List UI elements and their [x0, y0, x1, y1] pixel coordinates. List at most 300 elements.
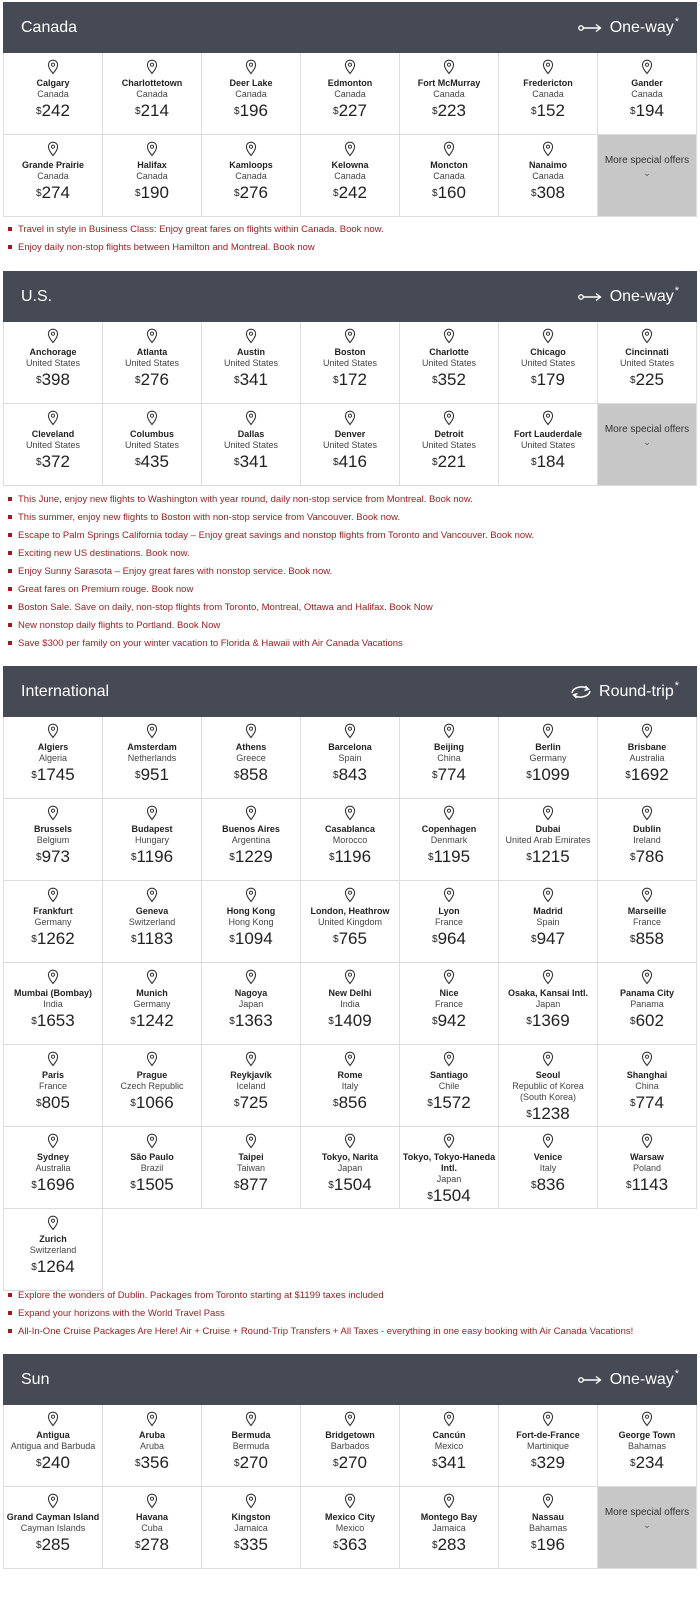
destination-city: Barcelona: [328, 742, 372, 752]
price-amount: 184: [536, 452, 565, 471]
destination-country: Republic of Korea (South Korea): [512, 1081, 584, 1102]
destination-card[interactable]: [4, 135, 103, 217]
destination-card[interactable]: [400, 53, 499, 135]
destination-card[interactable]: [103, 1045, 202, 1127]
destination-card[interactable]: [103, 1405, 202, 1487]
destination-country: Greece: [236, 753, 266, 763]
destination-country: Canada: [433, 89, 465, 99]
location-pin-icon: [443, 328, 455, 344]
destination-price: [432, 1011, 466, 1031]
destination-card[interactable]: [301, 1127, 400, 1209]
section-canada: [3, 2, 697, 217]
price-amount: 1653: [36, 1011, 75, 1030]
destination-card[interactable]: [301, 717, 400, 799]
location-pin-icon: [443, 1493, 455, 1509]
currency-symbol: $: [630, 1098, 636, 1109]
currency-symbol: $: [432, 188, 438, 199]
more-special-offers-button[interactable]: [598, 1487, 697, 1569]
destination-card[interactable]: [4, 1487, 103, 1569]
destination-card[interactable]: [499, 53, 598, 135]
destination-card[interactable]: [499, 1405, 598, 1487]
promo-link[interactable]: [8, 1286, 688, 1304]
destination-price: [333, 1453, 367, 1473]
price-amount: 242: [338, 183, 367, 202]
destination-price: [36, 1093, 70, 1113]
destination-price: [234, 101, 268, 121]
destination-card[interactable]: [103, 1127, 202, 1209]
more-special-offers-button[interactable]: [598, 135, 697, 217]
destination-city: Calgary: [36, 78, 70, 88]
destination-city: Denver: [334, 429, 366, 439]
destination-price: [630, 101, 664, 121]
destination-card[interactable]: [400, 1405, 499, 1487]
promo-link[interactable]: [8, 220, 688, 238]
destination-card[interactable]: [202, 1127, 301, 1209]
currency-symbol: $: [432, 1540, 438, 1551]
destination-card[interactable]: [4, 717, 103, 799]
currency-symbol: $: [526, 1016, 532, 1027]
destination-country: France: [632, 917, 661, 927]
destination-price: [36, 1535, 70, 1555]
destination-price: [130, 1093, 173, 1113]
promo-link[interactable]: [8, 526, 688, 544]
destination-city: Budapest: [131, 824, 173, 834]
destination-card[interactable]: [400, 1487, 499, 1569]
destination-country: India: [43, 999, 63, 1009]
one-way-arrow-icon: [578, 22, 610, 34]
destination-card[interactable]: [598, 1127, 697, 1209]
currency-symbol: $: [333, 188, 339, 199]
destination-card[interactable]: [598, 53, 697, 135]
destination-city: Moncton: [430, 160, 468, 170]
destination-price: [135, 1453, 169, 1473]
destination-card[interactable]: [202, 963, 301, 1045]
destination-country: Switzerland: [29, 1245, 77, 1255]
bullet-icon: [8, 515, 12, 519]
bullet-icon: [8, 245, 12, 249]
currency-symbol: $: [531, 188, 537, 199]
destination-country: Bahamas: [528, 1523, 568, 1533]
currency-symbol: $: [36, 1458, 42, 1469]
destination-price: [234, 183, 268, 203]
destination-card[interactable]: [202, 1405, 301, 1487]
destination-card[interactable]: [301, 322, 400, 404]
price-amount: 973: [41, 847, 70, 866]
promo-text: This June, enjoy new flights to Washington with year round, daily non-stop service from Montreal. Book now.: [18, 493, 473, 505]
price-amount: 179: [536, 370, 565, 389]
destination-price: [135, 101, 169, 121]
destination-city: Kingston: [231, 1512, 271, 1522]
destination-city: Atlanta: [136, 347, 168, 357]
destination-price: [328, 1011, 371, 1031]
destination-city: Marseille: [627, 906, 667, 916]
destination-country: United States: [124, 358, 180, 368]
destination-city: Bridgetown: [325, 1430, 375, 1440]
promo-text: Travel in style in Business Class: Enjoy great fares on flights within Canada. Book now.: [18, 223, 384, 235]
destination-card[interactable]: [598, 963, 697, 1045]
more-offers-label: More special offers: [604, 424, 690, 435]
destination-card[interactable]: [499, 1127, 598, 1209]
destination-card[interactable]: [499, 717, 598, 799]
price-amount: 270: [239, 1453, 268, 1472]
destination-card[interactable]: [202, 881, 301, 963]
destination-card[interactable]: [499, 1045, 598, 1127]
destination-price: [427, 1093, 470, 1113]
currency-symbol: $: [625, 770, 631, 781]
currency-symbol: $: [432, 934, 438, 945]
currency-symbol: $: [432, 770, 438, 781]
destination-city: Havana: [135, 1512, 169, 1522]
destination-price: [36, 370, 70, 390]
destination-card[interactable]: [103, 963, 202, 1045]
destination-city: Nanaimo: [528, 160, 567, 170]
promo-link[interactable]: [8, 1322, 688, 1340]
destination-card[interactable]: [301, 1487, 400, 1569]
location-pin-icon: [146, 410, 158, 426]
location-pin-icon: [344, 141, 356, 157]
destination-price: [328, 1175, 371, 1195]
destination-card[interactable]: [202, 404, 301, 486]
price-amount: 356: [140, 1453, 169, 1472]
destination-city: Aruba: [138, 1430, 165, 1440]
destination-country: Martinique: [526, 1441, 570, 1451]
price-amount: 225: [635, 370, 664, 389]
destination-price: [630, 847, 664, 867]
promo-text: This summer, enjoy new flights to Boston with non-stop service from Vancouver. Book now.: [18, 511, 401, 523]
location-pin-icon: [47, 723, 59, 739]
destination-card[interactable]: [598, 881, 697, 963]
location-pin-icon: [47, 141, 59, 157]
destination-card[interactable]: [499, 1487, 598, 1569]
location-pin-icon: [542, 723, 554, 739]
price-amount: 725: [239, 1093, 268, 1112]
location-pin-icon: [443, 969, 455, 985]
destination-price: [229, 847, 272, 867]
destination-city: Beijing: [433, 742, 464, 752]
promo-link[interactable]: [8, 1304, 688, 1322]
promo-text: Expand your horizons with the World Travel Pass: [18, 1307, 225, 1319]
currency-symbol: $: [531, 1540, 537, 1551]
currency-symbol: $: [229, 852, 235, 863]
destination-price: [630, 1453, 664, 1473]
destination-card[interactable]: [4, 1045, 103, 1127]
currency-symbol: $: [630, 1016, 636, 1027]
destination-card[interactable]: [400, 1127, 499, 1209]
section-international: [3, 666, 697, 1291]
price-amount: 858: [635, 929, 664, 948]
destination-country: United States: [322, 440, 378, 450]
destination-card[interactable]: [4, 1127, 103, 1209]
destination-city: Taipei: [238, 1152, 264, 1162]
price-amount: 223: [437, 101, 466, 120]
location-pin-icon: [146, 969, 158, 985]
destination-city: Brussels: [33, 824, 73, 834]
destination-price: [234, 765, 268, 785]
destination-city: Halifax: [137, 160, 167, 170]
destination-city: Anchorage: [29, 347, 77, 357]
price-amount: 765: [338, 929, 367, 948]
price-amount: 341: [239, 452, 268, 471]
destination-city: Casablanca: [324, 824, 376, 834]
destination-card[interactable]: [202, 135, 301, 217]
destination-card[interactable]: [103, 53, 202, 135]
destination-card[interactable]: [499, 963, 598, 1045]
destination-grid: [3, 717, 697, 1291]
section-us: [3, 271, 697, 486]
location-pin-icon: [542, 59, 554, 75]
destination-price: [131, 929, 173, 949]
destination-card[interactable]: [103, 135, 202, 217]
destination-city: Gander: [631, 78, 663, 88]
trip-type-label: [578, 15, 679, 37]
currency-symbol: $: [531, 375, 537, 386]
location-pin-icon: [443, 410, 455, 426]
destination-city: Austin: [237, 347, 265, 357]
currency-symbol: $: [432, 1458, 438, 1469]
price-amount: 341: [239, 370, 268, 389]
location-pin-icon: [245, 141, 257, 157]
currency-symbol: $: [31, 770, 37, 781]
location-pin-icon: [344, 723, 356, 739]
price-amount: 786: [635, 847, 664, 866]
destination-card[interactable]: [103, 322, 202, 404]
destination-country: Canada: [235, 171, 267, 181]
promo-link[interactable]: [8, 544, 688, 562]
destination-city: Lyon: [438, 906, 460, 916]
price-amount: 398: [41, 370, 70, 389]
bullet-icon: [8, 569, 12, 573]
destination-card[interactable]: [301, 1045, 400, 1127]
promo-text: Save $300 per family on your winter vacation to Florida & Hawaii with Air Canada Vacations: [18, 637, 403, 649]
destination-card[interactable]: [400, 881, 499, 963]
location-pin-icon: [443, 887, 455, 903]
promo-link[interactable]: [8, 634, 688, 652]
price-amount: 160: [437, 183, 466, 202]
currency-symbol: $: [432, 106, 438, 117]
location-pin-icon: [47, 805, 59, 821]
bullet-icon: [8, 497, 12, 501]
destination-price: [31, 765, 74, 785]
destination-city: Charlottetown: [121, 78, 183, 88]
bullet-icon: [8, 533, 12, 537]
location-pin-icon: [641, 1411, 653, 1427]
destination-price: [531, 1453, 565, 1473]
destination-city: Seoul: [535, 1070, 561, 1080]
destination-card[interactable]: [400, 135, 499, 217]
price-amount: 1369: [531, 1011, 570, 1030]
location-pin-icon: [344, 1493, 356, 1509]
currency-symbol: $: [229, 1016, 235, 1027]
promo-link[interactable]: [8, 616, 688, 634]
promo-link[interactable]: [8, 238, 688, 256]
destination-city: São Paulo: [130, 1152, 174, 1162]
location-pin-icon: [47, 328, 59, 344]
destination-country: Japan: [337, 1163, 363, 1173]
location-pin-icon: [146, 1133, 158, 1149]
destination-card[interactable]: [400, 799, 499, 881]
currency-symbol: $: [31, 1262, 37, 1273]
price-amount: 172: [338, 370, 367, 389]
promo-link[interactable]: [8, 490, 688, 508]
destination-price: [36, 452, 70, 472]
price-amount: 1238: [531, 1104, 570, 1123]
section-title: U.S.: [21, 287, 53, 305]
location-pin-icon: [542, 410, 554, 426]
promo-link[interactable]: [8, 580, 688, 598]
location-pin-icon: [245, 59, 257, 75]
promo-text: Enjoy daily non-stop flights between Hamilton and Montreal. Book now: [18, 241, 315, 253]
destination-card[interactable]: [598, 799, 697, 881]
bullet-icon: [8, 1329, 12, 1333]
destination-price: [531, 183, 565, 203]
location-pin-icon: [542, 1493, 554, 1509]
destination-card[interactable]: [202, 717, 301, 799]
currency-symbol: $: [333, 1458, 339, 1469]
destination-card[interactable]: [202, 799, 301, 881]
price-amount: 1572: [432, 1093, 471, 1112]
currency-symbol: $: [432, 375, 438, 386]
trip-type-label: [578, 284, 679, 306]
destination-price: [36, 847, 70, 867]
destination-price: [131, 847, 173, 867]
destination-card[interactable]: [499, 799, 598, 881]
destination-card[interactable]: [499, 322, 598, 404]
destination-country: Canada: [334, 89, 366, 99]
price-amount: 1229: [234, 847, 273, 866]
destination-card[interactable]: [202, 322, 301, 404]
destination-card[interactable]: [4, 1209, 103, 1291]
currency-symbol: $: [36, 375, 42, 386]
destination-card[interactable]: [598, 1405, 697, 1487]
location-pin-icon: [47, 1215, 59, 1231]
destination-card[interactable]: [301, 404, 400, 486]
destination-city: Frankfurt: [33, 906, 73, 916]
destination-card[interactable]: [4, 963, 103, 1045]
destination-city: Reykjavík: [230, 1070, 272, 1080]
location-pin-icon: [47, 1133, 59, 1149]
location-pin-icon: [542, 969, 554, 985]
price-amount: 1504: [333, 1175, 372, 1194]
destination-card[interactable]: [4, 322, 103, 404]
fare-asterisk: *: [674, 679, 679, 692]
destination-grid: [3, 322, 697, 486]
destination-city: Mumbai (Bombay): [13, 988, 92, 998]
location-pin-icon: [245, 723, 257, 739]
destination-card[interactable]: [499, 404, 598, 486]
price-amount: 372: [41, 452, 70, 471]
destination-country: Canada: [532, 171, 564, 181]
price-amount: 1066: [135, 1093, 174, 1112]
destination-price: [234, 1175, 268, 1195]
destination-price: [531, 452, 565, 472]
location-pin-icon: [47, 1411, 59, 1427]
price-amount: 152: [536, 101, 565, 120]
price-amount: 1094: [234, 929, 273, 948]
destination-card[interactable]: [301, 1405, 400, 1487]
destination-city: Bermuda: [231, 1430, 271, 1440]
promo-link[interactable]: [8, 562, 688, 580]
destination-price: [427, 1186, 470, 1206]
location-pin-icon: [344, 1411, 356, 1427]
destination-country: United States: [520, 440, 576, 450]
destination-card[interactable]: [103, 1487, 202, 1569]
destination-card[interactable]: [301, 963, 400, 1045]
destination-card[interactable]: [4, 799, 103, 881]
destination-card[interactable]: [400, 1045, 499, 1127]
price-amount: 329: [536, 1453, 565, 1472]
location-pin-icon: [641, 805, 653, 821]
destination-card[interactable]: [400, 404, 499, 486]
destination-card[interactable]: [301, 53, 400, 135]
destination-country: Germany: [133, 999, 171, 1009]
destination-card[interactable]: [4, 1405, 103, 1487]
destination-card[interactable]: [598, 1045, 697, 1127]
destination-card[interactable]: [400, 717, 499, 799]
destination-card[interactable]: [301, 135, 400, 217]
destination-card[interactable]: [499, 881, 598, 963]
destination-card[interactable]: [4, 881, 103, 963]
destination-card[interactable]: [4, 53, 103, 135]
bullet-icon: [8, 1311, 12, 1315]
destination-card[interactable]: [400, 322, 499, 404]
destination-card[interactable]: [301, 799, 400, 881]
trip-type-text: One-way: [609, 18, 674, 36]
destination-price: [630, 1011, 664, 1031]
promo-text: New nonstop daily flights to Portland. Book Now: [18, 619, 221, 631]
currency-symbol: $: [31, 934, 37, 945]
destination-city: Mexico City: [324, 1512, 375, 1522]
location-pin-icon: [443, 723, 455, 739]
location-pin-icon: [146, 887, 158, 903]
destination-card[interactable]: [103, 881, 202, 963]
location-pin-icon: [443, 805, 455, 821]
destination-card[interactable]: [400, 963, 499, 1045]
more-special-offers-button[interactable]: [598, 404, 697, 486]
chevron-down-icon: ⌄: [643, 437, 651, 447]
destination-card[interactable]: [103, 717, 202, 799]
destination-card[interactable]: [301, 881, 400, 963]
promo-link[interactable]: [8, 598, 688, 616]
destination-country: Antigua and Barbuda: [10, 1441, 96, 1451]
destination-card[interactable]: [598, 322, 697, 404]
price-amount: 363: [338, 1535, 367, 1554]
destination-card[interactable]: [202, 53, 301, 135]
price-amount: 274: [41, 183, 70, 202]
destination-card[interactable]: [103, 799, 202, 881]
destination-city: Madrid: [533, 906, 563, 916]
destination-card[interactable]: [103, 404, 202, 486]
currency-symbol: $: [333, 1098, 339, 1109]
destination-card[interactable]: [202, 1487, 301, 1569]
destination-price: [630, 929, 664, 949]
destination-city: Tokyo, Tokyo-Haneda Intl.: [402, 1152, 496, 1173]
destination-city: Dubai: [535, 824, 561, 834]
destination-card[interactable]: [4, 404, 103, 486]
currency-symbol: $: [130, 1180, 136, 1191]
destination-country: China: [437, 753, 461, 763]
section-header: [3, 1354, 697, 1405]
destination-price: [229, 929, 272, 949]
destination-price: [31, 1257, 74, 1277]
promo-link[interactable]: [8, 508, 688, 526]
currency-symbol: $: [630, 1458, 636, 1469]
destination-card[interactable]: [598, 717, 697, 799]
currency-symbol: $: [130, 1016, 136, 1027]
destination-card[interactable]: [202, 1045, 301, 1127]
destination-card[interactable]: [499, 135, 598, 217]
destination-country: United States: [25, 440, 81, 450]
currency-symbol: $: [130, 852, 137, 863]
